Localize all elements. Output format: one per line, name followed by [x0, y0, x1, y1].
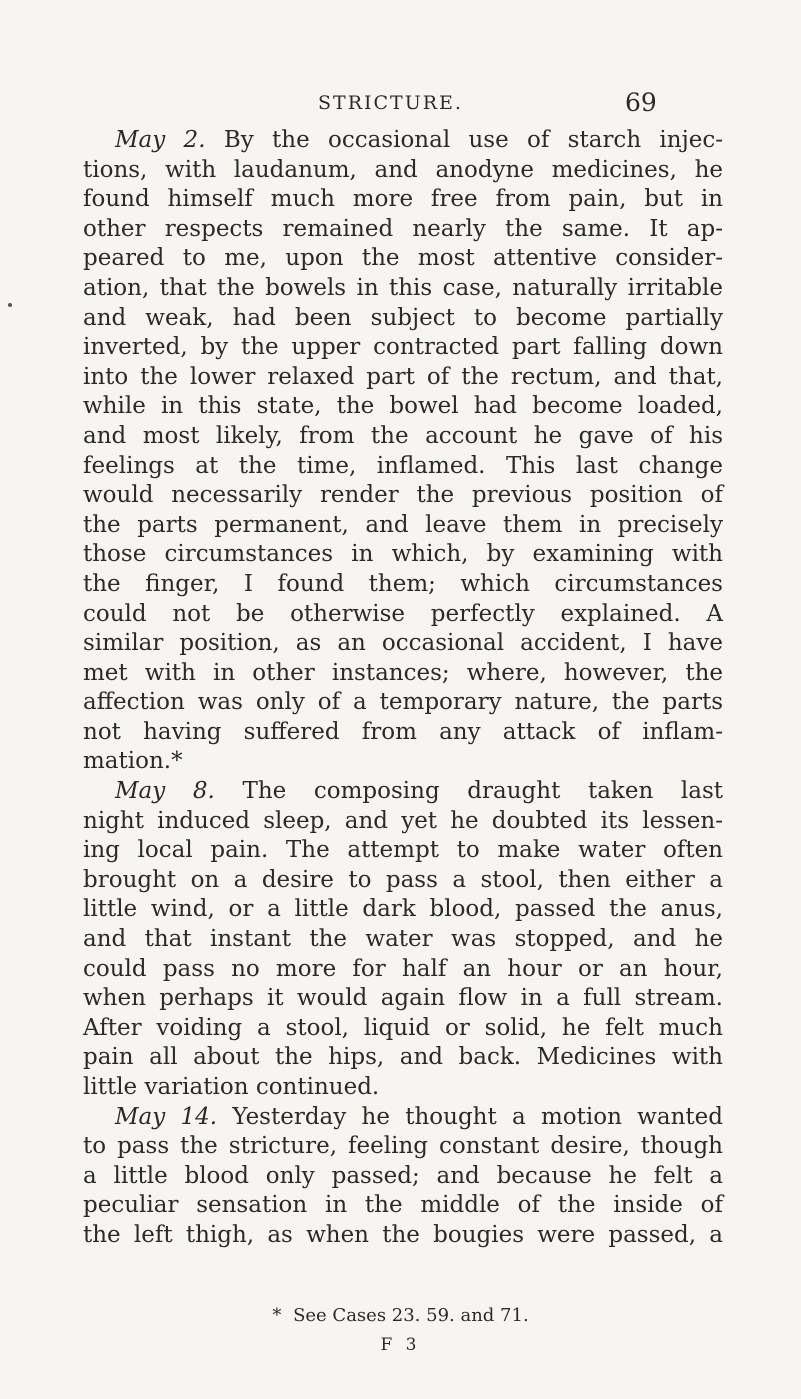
signature-mark: F 3 [380, 1335, 421, 1355]
line-text: After voiding a stool, liquid or solid, he felt much [83, 1014, 723, 1041]
line-text: the parts permanent, and leave them in precisely [83, 511, 723, 538]
text-line [83, 688, 723, 718]
line-text: a little blood only passed; and because he felt a [83, 1162, 723, 1189]
line-text: Yesterday he thought a motion wanted [217, 1103, 723, 1130]
text-line [83, 215, 723, 245]
text-line [83, 836, 723, 866]
body-text [83, 126, 723, 1251]
text-line [83, 333, 723, 363]
footnote-mark: * [272, 1305, 282, 1326]
line-text: ation, that the bowels in this case, naturally irritable [83, 274, 723, 301]
line-text: found himself much more free from pain, but in [83, 186, 723, 213]
text-line [83, 392, 723, 422]
line-text: affection was only of a temporary nature, the parts [83, 689, 723, 716]
line-text: peculiar sensation in the middle of the inside of [83, 1192, 723, 1219]
entry-date: May 8. [115, 778, 215, 805]
text-line [83, 1132, 723, 1162]
text-line [83, 304, 723, 334]
line-text: and most likely, from the account he gave of his [83, 422, 723, 449]
paragraph [83, 777, 723, 1103]
text-line [83, 600, 723, 630]
entry-date: May 14. [115, 1103, 218, 1130]
text-line [83, 1103, 723, 1133]
page-number: 69 [625, 88, 657, 117]
text-line [83, 718, 723, 748]
text-line [83, 1162, 723, 1192]
line-text: could not be otherwise perfectly explained. A [83, 600, 723, 627]
line-text: met with in other instances; where, however, the [83, 659, 723, 686]
text-line [83, 1073, 723, 1103]
text-line [83, 866, 723, 896]
line-text: into the lower relaxed part of the rectum, and that, [83, 363, 723, 390]
text-line [83, 895, 723, 925]
text-line [83, 1043, 723, 1073]
text-line [83, 925, 723, 955]
line-text: mation.* [83, 748, 183, 775]
line-text: inverted, by the upper contracted part falling down [83, 334, 723, 361]
line-text: while in this state, the bowel had become loaded, [83, 393, 723, 420]
text-line [83, 363, 723, 393]
text-line [83, 185, 723, 215]
line-text: brought on a desire to pass a stool, then either a [83, 866, 723, 893]
footnote-text: See Cases 23. 59. and 71. [293, 1305, 529, 1326]
text-line [83, 540, 723, 570]
line-text: not having suffered from any attack of inflam- [83, 718, 723, 745]
line-text: other respects remained nearly the same. It ap- [83, 215, 723, 242]
text-line [83, 511, 723, 541]
line-text: similar position, as an occasional accident, I have [83, 630, 723, 657]
line-text: By the occasional use of starch injec- [205, 127, 723, 153]
text-line [83, 1014, 723, 1044]
running-title: STRICTURE. [318, 92, 463, 114]
paragraph [83, 1103, 723, 1251]
text-line [83, 126, 723, 156]
text-line [83, 629, 723, 659]
text-line [83, 156, 723, 186]
line-text: and that instant the water was stopped, and he [83, 926, 723, 953]
text-line [83, 1191, 723, 1221]
text-line [83, 481, 723, 511]
line-text: The composing draught taken last [214, 778, 724, 805]
line-text: peared to me, upon the most attentive consider- [83, 245, 723, 272]
line-text: those circumstances in which, by examining with [83, 541, 723, 568]
line-text: would necessarily render the previous position of [83, 482, 723, 509]
margin-speck [8, 303, 12, 307]
line-text: pain all about the hips, and back. Medicines with [83, 1044, 723, 1071]
text-line [83, 659, 723, 689]
text-line [83, 452, 723, 482]
line-text: when perhaps it would again flow in a full stream. [83, 985, 723, 1012]
line-text: the finger, I found them; which circumstances [83, 570, 723, 597]
text-line [83, 984, 723, 1014]
line-text: night induced sleep, and yet he doubted its lessen- [83, 807, 723, 834]
text-line [83, 955, 723, 985]
footnote [0, 1305, 801, 1326]
line-text: little variation continued. [83, 1074, 380, 1100]
line-text: and weak, had been subject to become partially [83, 304, 723, 331]
line-text: feelings at the time, inflamed. This last change [83, 452, 723, 479]
text-line [83, 1221, 723, 1251]
text-line [83, 274, 723, 304]
line-text: the left thigh, as when the bougies were passed, a [83, 1221, 723, 1248]
line-text: to pass the stricture, feeling constant desire, though [83, 1133, 723, 1160]
line-text: little wind, or a little dark blood, passed the anus, [83, 896, 723, 923]
line-text: could pass no more for half an hour or an hour, [83, 955, 723, 982]
text-line [83, 807, 723, 837]
text-line [83, 747, 723, 777]
text-line [83, 244, 723, 274]
running-head [0, 88, 801, 118]
line-text: tions, with laudanum, and anodyne medicines, he [83, 156, 723, 183]
text-line [83, 777, 723, 807]
entry-date: May 2. [115, 127, 206, 153]
text-line [83, 570, 723, 600]
paragraph [83, 126, 723, 777]
text-line [83, 422, 723, 452]
line-text: ing local pain. The attempt to make water often [83, 837, 723, 864]
